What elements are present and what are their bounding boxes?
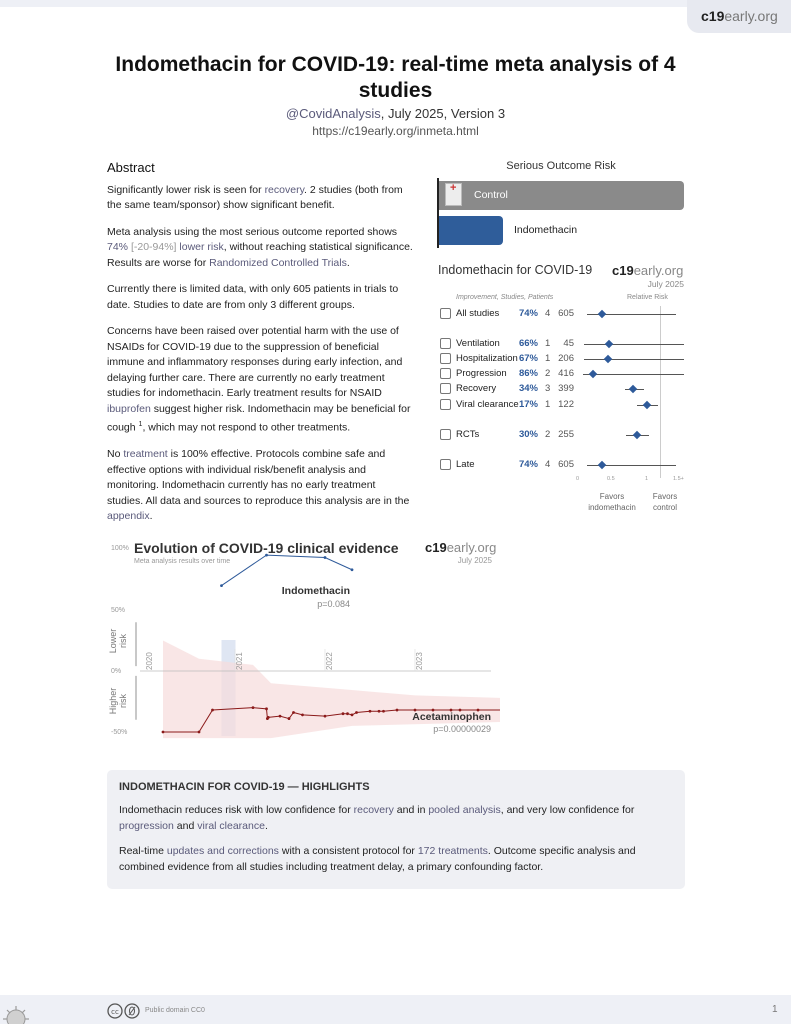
forest-row-patients: 206 [558, 353, 574, 364]
text: and in [393, 804, 429, 816]
highlights-p2 [119, 843, 673, 875]
forest-row-studies: 4 [545, 459, 551, 470]
forest-ci-line [584, 359, 684, 360]
rct-icon [440, 429, 451, 440]
pooled-analysis-link[interactable]: pooled analysis [428, 804, 501, 816]
rct-link[interactable]: Randomized Controlled Trials [209, 256, 347, 269]
text: Significantly lower risk is seen for [107, 183, 265, 196]
abstract-p2 [107, 225, 413, 272]
highlights-p1 [119, 802, 673, 834]
series-point [288, 717, 291, 720]
evolution-subtitle: Meta analysis results over time [134, 558, 231, 565]
forest-row-studies: 4 [545, 308, 551, 319]
forest-row-improvement: 30% [518, 429, 538, 440]
forest-row-improvement: 17% [518, 399, 538, 410]
forest-row-patients: 605 [558, 459, 574, 470]
progression-icon [440, 368, 451, 379]
hospital-icon [445, 183, 462, 206]
year-2023: 2023 [415, 652, 424, 670]
forest-row-patients: 605 [558, 308, 574, 319]
abstract-heading: Abstract [107, 160, 155, 175]
text: . 2 studies (both from the same team/sponsor) show significant benefit. [107, 183, 403, 211]
series-point [351, 714, 354, 717]
text: . [264, 820, 268, 832]
y-label-100: 100% [111, 545, 129, 552]
cc0-icon[interactable] [107, 1003, 141, 1019]
text: and [173, 820, 198, 832]
forest-row-name[interactable]: RCTs [456, 429, 480, 440]
series-point [342, 712, 345, 715]
series-point [324, 715, 327, 718]
forest-row-improvement: 67% [518, 353, 538, 364]
forest-row-name[interactable]: All studies [456, 308, 500, 319]
series-point [220, 584, 223, 587]
series-point [324, 556, 327, 559]
null-line [660, 306, 661, 478]
text: Real-time [119, 845, 167, 857]
abstract-section [107, 160, 413, 536]
text: , without reaching statistical significance. Results are worse for [107, 241, 413, 269]
relative-risk-label: Relative Risk [627, 294, 668, 301]
indomethacin-label: Indomethacin [514, 224, 578, 236]
series-point [292, 711, 295, 714]
forest-point-estimate [642, 401, 650, 409]
forest-ci-line [584, 344, 684, 345]
tick-1: 1 [645, 476, 649, 482]
recovery-link[interactable]: recovery [353, 804, 394, 816]
text: Indomethacin reduces risk with low confidence for [119, 804, 354, 816]
y-label-minus50: -50% [111, 729, 128, 736]
ibuprofen-link[interactable]: ibuprofen [107, 402, 151, 415]
recovery-link[interactable]: recovery [264, 183, 305, 196]
forest-logo [612, 263, 683, 278]
forest-row-studies: 1 [545, 338, 551, 349]
treatment-link[interactable]: treatment [123, 448, 168, 460]
virus-icon [2, 997, 38, 1024]
control-label: Control [474, 189, 508, 201]
text: , and very low confidence for [500, 804, 635, 816]
series-point [265, 707, 268, 710]
series-line-0 [222, 555, 353, 586]
forest-row-patients: 45 [563, 338, 574, 349]
evolution-logo [425, 540, 496, 555]
series-point [279, 715, 282, 718]
forest-point-estimate [603, 355, 611, 363]
forest-row-name[interactable]: Late [456, 459, 475, 470]
forest-title: Indomethacin for COVID-19 [438, 263, 593, 277]
highlights-heading: INDOMETHACIN FOR COVID-19 — HIGHLIGHTS [119, 781, 370, 793]
forest-row-improvement: 66% [518, 338, 538, 349]
year-2021: 2021 [235, 652, 244, 670]
top-band [0, 0, 791, 7]
forest-row-improvement: 74% [518, 308, 538, 319]
recovery-icon [440, 383, 451, 394]
y-label-50: 50% [111, 607, 126, 614]
site-logo[interactable] [687, 0, 791, 33]
series-point [355, 711, 358, 714]
evolution-date: July 2025 [457, 556, 492, 565]
forest-row-improvement: 86% [518, 368, 538, 379]
forest-point-estimate [589, 370, 597, 378]
pooled-icon [440, 308, 451, 319]
evolution-chart [100, 540, 500, 740]
updates-link[interactable]: updates and corrections [166, 845, 279, 857]
appendix-link[interactable]: appendix [107, 510, 150, 522]
ventilator-icon [440, 338, 451, 349]
higher-risk-label: Higher risk [108, 687, 128, 715]
series-point [252, 706, 255, 709]
forest-row-name[interactable]: Progression [456, 368, 507, 379]
late-icon [440, 459, 451, 470]
abstract-p5 [107, 447, 413, 525]
series-point [198, 731, 201, 734]
forest-row-studies: 2 [545, 368, 551, 379]
logo-rest: early.org [446, 540, 497, 555]
page-number: 1 [772, 1004, 778, 1015]
text: is 100% effective. Protocols combine safe and effective options with individual risk/benefit analysis and monitoring. Indomethacin currently has no early treatment studies. All data and sources to reproduce this analysis are in the [107, 448, 410, 507]
forest-point-estimate [629, 385, 637, 393]
series-acetaminophen-label: Acetaminophen [412, 711, 491, 723]
forest-row-patients: 399 [558, 383, 574, 394]
forest-row-improvement: 34% [518, 383, 538, 394]
series-point [267, 716, 270, 719]
evolution-title: Evolution of COVID-19 clinical evidence [134, 540, 399, 556]
text: with a consistent protocol for [278, 845, 418, 857]
forest-point-estimate [632, 431, 640, 439]
series-point [162, 731, 165, 734]
text: , which may not respond to other treatments. [142, 421, 351, 434]
abstract-p1 [107, 183, 413, 214]
serious-outcome-title: Serious Outcome Risk [506, 160, 616, 172]
risk-axis [437, 178, 439, 248]
logo-bold: c19 [425, 540, 447, 555]
author-link[interactable]: @CovidAnalysis [285, 106, 381, 121]
forest-row-improvement: 74% [518, 459, 538, 470]
forest-date: July 2025 [647, 279, 684, 289]
virus-icon [440, 399, 451, 410]
series-point [346, 712, 349, 715]
series-point [301, 714, 304, 717]
forest-row-patients: 416 [558, 368, 574, 379]
lower-risk-link[interactable]: lower risk [179, 241, 224, 253]
forest-ci-line [583, 374, 684, 375]
series-indomethacin-label: Indomethacin [281, 585, 350, 597]
tick-05: 0.5 [607, 476, 615, 482]
forest-point-estimate [604, 340, 612, 348]
text: suggest higher risk. Indomethacin may be beneficial for cough [107, 402, 411, 434]
byline-rest: , July 2025, Version 3 [380, 106, 506, 121]
text: . Outcome specific analysis and combined evidence from all studies including treatment delay, a primary confounding factor. [119, 845, 636, 873]
forest-subheader: Improvement, Studies, Patients [456, 294, 554, 301]
text: Meta analysis using the most serious outcome reported shows [107, 225, 398, 238]
year-2020: 2020 [145, 652, 154, 670]
text: . [346, 256, 350, 269]
favors-control-label: Favors control [652, 492, 678, 512]
hospital-icon [440, 353, 451, 364]
logo-bold: c19 [612, 263, 634, 278]
ci-text: [-20-94%] [130, 241, 177, 253]
forest-row-name[interactable]: Hospitalization [456, 353, 518, 364]
logo-bold: c19 [701, 8, 725, 24]
highlights-box [107, 770, 685, 889]
series-point [351, 568, 354, 571]
tick-15: 1.5+ [673, 476, 684, 482]
text: No [107, 448, 124, 460]
forest-row-patients: 122 [558, 399, 574, 410]
indomethacin-bar [439, 216, 503, 245]
series-point [211, 709, 214, 712]
forest-row-studies: 1 [545, 353, 551, 364]
text: Concerns have been raised over potential harm with the use of NSAIDs for COVID-19 due to the suppression of beneficial immune and inflammatory responses during early infection, and delaying further care. There are currently no early treatment studies for indomethacin. Early treatment results for NSAID [107, 325, 403, 399]
text: . [149, 510, 153, 522]
y-label-0: 0% [111, 668, 122, 675]
pct-link[interactable]: 74% [107, 241, 129, 253]
series-acetaminophen-p: p=0.00000029 [433, 724, 491, 734]
forest-row-name[interactable]: Viral clearance [456, 399, 519, 410]
treatments-link[interactable]: 172 treatments [417, 845, 488, 857]
forest-point-estimate [598, 310, 606, 318]
byline [100, 106, 691, 121]
favors-treatment-label: Favors indomethacin [588, 492, 636, 512]
forest-row-studies: 3 [545, 383, 551, 394]
abstract-p4 [107, 324, 413, 436]
abstract-p3: Currently there is limited data, with only 605 patients in trials to date. Studies to date are from only 3 different groups. [107, 283, 399, 311]
series-indomethacin-p: p=0.084 [317, 599, 350, 609]
progression-link[interactable]: progression [119, 820, 174, 832]
page-title: Indomethacin for COVID-19: real-time meta analysis of 4 studies [115, 53, 676, 102]
forest-row-studies: 2 [545, 429, 551, 440]
footnote-ref[interactable]: 1 [138, 421, 143, 428]
forest-row-name[interactable]: Recovery [456, 383, 497, 394]
forest-point-estimate [598, 461, 606, 469]
forest-row-name[interactable]: Ventilation [456, 338, 500, 349]
year-2022: 2022 [325, 652, 334, 670]
logo-rest: early.org [633, 263, 684, 278]
logo-rest: early.org [724, 8, 778, 24]
license-label: Public domain CC0 [145, 1007, 205, 1014]
svg-text:cc: cc [111, 1008, 119, 1016]
tick-0: 0 [576, 476, 580, 482]
page-url[interactable]: https://c19early.org/inmeta.html [312, 124, 479, 138]
lower-risk-label: Lower risk [108, 628, 128, 654]
viral-clearance-link[interactable]: viral clearance [197, 820, 265, 832]
forest-row-studies: 1 [545, 399, 551, 410]
forest-row-patients: 255 [558, 429, 574, 440]
